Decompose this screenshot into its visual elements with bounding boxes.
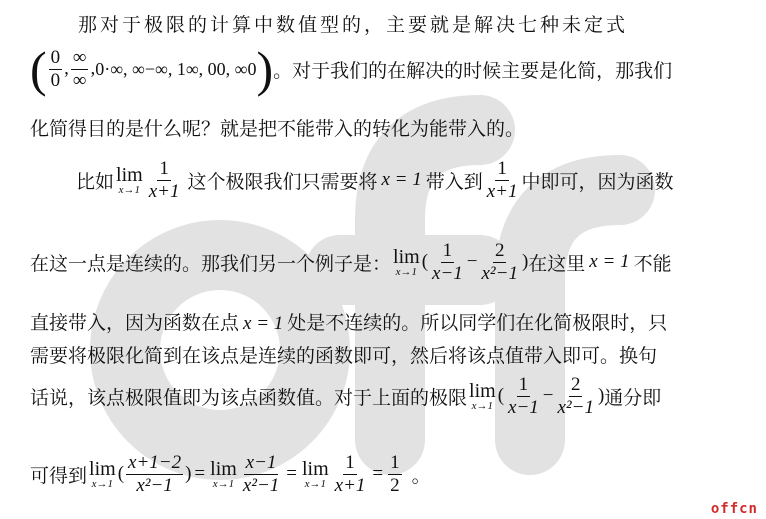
- limit-operator: lim x→1: [89, 457, 116, 490]
- other-forms: 0·∞, ∞−∞, 1∞, 00, ∞0: [95, 58, 257, 79]
- fraction-1-over-x-plus-1: $\frac{1}{x+1}$: [148, 158, 180, 202]
- fraction-2-over-x2-minus-1: $\frac{2}{\text{x²−1}}$: [481, 240, 518, 284]
- para2-line6: 可得到 lim x→1 ( $\frac{x+1-2}{\text{x²−1}}$ ) = lim x→1 $\frac{x-1}{\text{x²−1}}$ = lim x→1 $\frac{1}{x+1}$ = $\frac{1}{2}$ 。: [30, 452, 431, 496]
- fraction-1-over-x-plus-1: $\frac{1}{x+1}$: [334, 452, 366, 496]
- para1-line3: 化简得目的是什么呢？就是把不能带入的转化为能带入的。: [30, 118, 525, 140]
- para1-intro: 那对于极限的计算中数值型的，主要就是解决七种未定式: [78, 14, 629, 36]
- form-zero-over-zero: $\frac{0}{0}$: [50, 46, 61, 91]
- limit-operator: lim x→1: [393, 245, 420, 278]
- limit-operator: lim x→1: [210, 457, 237, 490]
- forms-right-paren: ): [256, 41, 274, 97]
- limit-operator: lim x→1: [116, 163, 143, 196]
- forms-left-paren: (: [30, 41, 47, 97]
- offcn-brand-label: offcn: [710, 501, 758, 517]
- para1-line2: ( $\frac{0}{0}$ , $\frac{\infty}{\infty}$ , 0·∞, ∞−∞, 1∞, 00, ∞0 ) 。对于我们的在解决的时候主要是化简，那我们: [30, 41, 673, 97]
- limit-operator: lim x→1: [469, 379, 496, 412]
- para2-line5: 话说，该点极限值即为该点函数值。对于上面的极限 lim x→1 ( $\frac{1}{x-1}$ − $\frac{2}{\text{x²−1}}$ ) 通分即: [30, 374, 662, 418]
- para1-after-forms: 。对于我们的在解决的时候主要是化简，那我们: [273, 59, 673, 82]
- para2-line4: 需要将极限化简到在该点是连续的函数即可，然后将该点值带入即可。换句: [30, 345, 658, 367]
- para2-line3: 直接带入，因为函数在点 x = 1 处是不连续的。所以同学们在化简极限时，只: [30, 312, 668, 334]
- fraction-1-over-x-plus-1: $\frac{1}{x+1}$: [486, 158, 518, 202]
- para1-line1: [78, 10, 628, 37]
- fraction-1-over-x-minus-1: $\frac{1}{x-1}$: [508, 374, 539, 418]
- fraction-x1m2-over-x2m1: $\frac{x+1-2}{\text{x²−1}}$: [128, 452, 182, 496]
- para2-line1: 比如 lim x→1 $\frac{1}{x+1}$ 这个极限我们只需要将 x = 1 带入到 $\frac{1}{x+1}$ 中即可，因为函数: [76, 158, 674, 202]
- para2-line2: 在这一点是连续的。那我们另一个例子是： lim x→1 ( $\frac{1}{x-1}$ − $\frac{2}{\text{x²−1}}$ ) 在这里 x = 1 不能: [30, 240, 672, 284]
- form-inf-over-inf: $\frac{\infty}{\infty}$: [72, 46, 87, 91]
- fraction-x-minus-1-over-x2-minus-1: $\frac{x-1}{\text{x²−1}}$: [242, 452, 280, 496]
- fraction-2-over-x2-minus-1: $\frac{2}{\text{x²−1}}$: [557, 374, 594, 418]
- fraction-1-over-x-minus-1: $\frac{1}{x-1}$: [432, 240, 463, 284]
- fraction-1-over-2: $\frac{1}{2}$: [390, 452, 400, 496]
- limit-operator: lim x→1: [301, 457, 329, 490]
